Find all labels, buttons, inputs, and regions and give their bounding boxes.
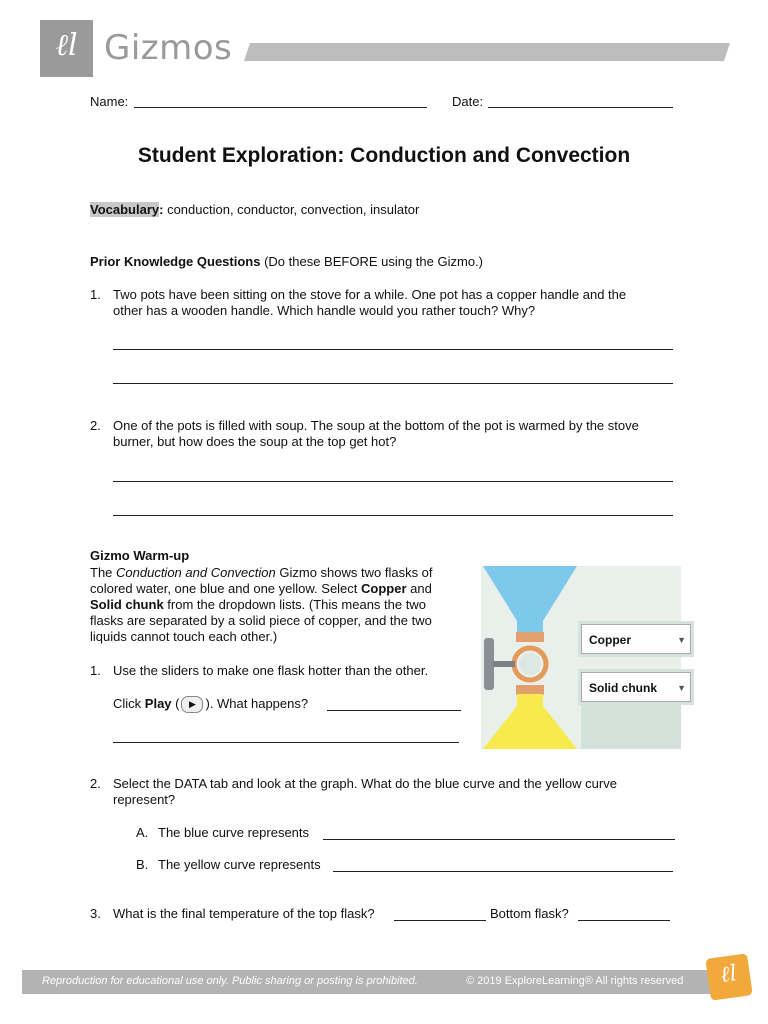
answer-line[interactable] (333, 871, 673, 872)
question-number: 3. (90, 906, 101, 921)
slider-handle (484, 638, 494, 690)
text: Gizmo shows two flasks of (275, 565, 433, 580)
yellow-flask (483, 706, 577, 749)
text: ). What happens? (205, 696, 309, 711)
chevron-down-icon: ▼ (677, 635, 686, 645)
question-text: Two pots have been sitting on the stove for a while. One pot has a copper handle and the (113, 287, 627, 302)
footer-copyright: © 2019 ExploreLearning® All rights reserved (466, 975, 684, 987)
answer-line[interactable] (113, 515, 673, 516)
vocabulary-colon: : (159, 202, 164, 217)
connector-center (519, 653, 541, 675)
brand-name: Gizmos (104, 28, 233, 68)
gizmo-screenshot (481, 566, 686, 749)
header-bar (244, 43, 730, 61)
date-field[interactable] (488, 107, 673, 108)
slider-arm (493, 661, 515, 667)
date-label: Date: (452, 94, 484, 109)
text: from the dropdown lists. (This means the two (163, 597, 426, 612)
name-label: Name: (90, 94, 129, 109)
warmup-paragraph (90, 565, 470, 645)
answer-line[interactable] (113, 481, 673, 482)
sub-question-text: The blue curve represents (158, 825, 310, 840)
question-text: other has a wooden handle. Which handle would you rather touch? Why? (113, 303, 536, 318)
question-text: One of the pots is filled with soup. The soup at the bottom of the pot is warmed by the stove (113, 418, 639, 433)
vocabulary-terms: conduction, conductor, convection, insulator (163, 202, 420, 217)
gizmo-name: Conduction and Convection (116, 565, 276, 580)
footer-logo (705, 953, 752, 1000)
explorelearning-logo (40, 20, 93, 77)
answer-line[interactable] (323, 839, 675, 840)
dropdown-value: Solid chunk (589, 681, 658, 695)
play-instruction (113, 696, 308, 713)
answer-line[interactable] (113, 742, 459, 743)
dropdown-value: Copper (589, 633, 631, 647)
sub-question-text: The yellow curve represents (158, 857, 321, 872)
sub-question-label: B. (136, 857, 149, 872)
play-term: Play (144, 696, 172, 711)
footer-notice: Reproduction for educational use only. Public sharing or posting is prohibited. (42, 975, 418, 987)
vocabulary-label: Vocabulary (90, 202, 160, 217)
copper-bottom (516, 685, 544, 695)
question-text: represent? (113, 792, 176, 807)
question-text: Bottom flask? (490, 906, 569, 921)
answer-line[interactable] (327, 710, 461, 711)
answer-line[interactable] (394, 920, 486, 921)
page-title: Student Exploration: Conduction and Convection (137, 144, 631, 167)
question-number: 2. (90, 776, 101, 791)
sub-question-label: A. (136, 825, 149, 840)
answer-line[interactable] (578, 920, 670, 921)
play-icon: ▶ (181, 696, 203, 713)
prior-knowledge-heading: Prior Knowledge Questions (90, 254, 261, 269)
text: The (90, 565, 117, 580)
logo-glyph: ℓl (55, 28, 78, 63)
connection-dropdown (581, 672, 691, 702)
material-dropdown (581, 624, 691, 654)
warmup-heading-text: Gizmo Warm-up (90, 548, 190, 563)
prior-knowledge-heading-line (90, 254, 483, 270)
blue-flask-neck (517, 621, 543, 633)
copper-top (516, 632, 544, 642)
answer-line[interactable] (113, 383, 673, 384)
name-field[interactable] (134, 107, 427, 108)
text: and (406, 581, 432, 596)
vocabulary-line (90, 202, 419, 218)
question-text: What is the final temperature of the top flask? (113, 906, 375, 921)
question-text: Use the sliders to make one flask hotter than the other. (113, 663, 429, 678)
question-number: 1. (90, 663, 101, 678)
question-number: 1. (90, 287, 101, 302)
prior-knowledge-note: (Do these BEFORE using the Gizmo.) (260, 254, 483, 269)
flasks-illustration (481, 566, 681, 749)
question-number: 2. (90, 418, 101, 433)
solid-chunk-term: Solid chunk (90, 597, 164, 612)
question-text: burner, but how does the soup at the top get hot? (113, 434, 397, 449)
blue-flask (483, 566, 577, 621)
text: liquids cannot touch each other.) (90, 629, 278, 644)
text: Click (113, 696, 145, 711)
chevron-down-icon: ▼ (677, 683, 686, 693)
warmup-heading (90, 548, 189, 564)
yellow-flask-neck (517, 694, 543, 706)
answer-line[interactable] (113, 349, 673, 350)
footer-logo-glyph: ℓl (718, 961, 739, 989)
copper-term: Copper (361, 581, 407, 596)
question-text: Select the DATA tab and look at the graph. What do the blue curve and the yellow curve (113, 776, 617, 791)
text: flasks are separated by a solid piece of copper, and the two (90, 613, 432, 628)
text: colored water, one blue and one yellow. Select (90, 581, 362, 596)
text: ( (171, 696, 180, 711)
